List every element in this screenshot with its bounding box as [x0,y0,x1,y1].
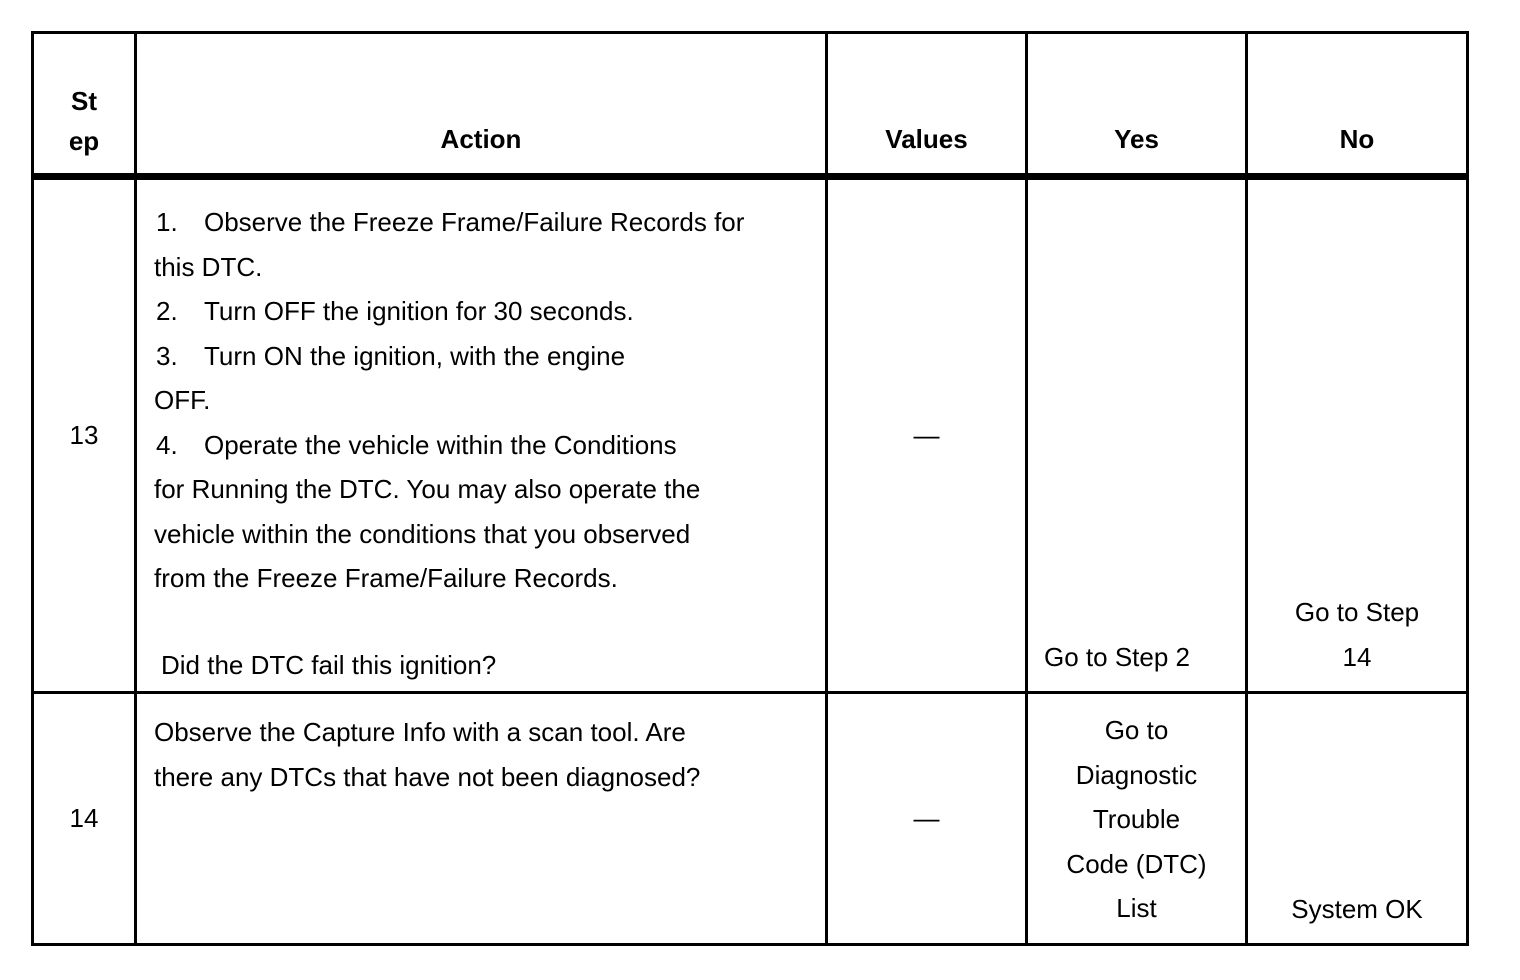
no-cell [1247,693,1468,945]
diagnostic-table [31,31,1469,946]
header-step-line2: ep [68,126,100,156]
no-cell [1247,177,1468,693]
header-row [33,33,1468,177]
header-step [33,33,136,177]
yes-text: List [1116,893,1157,923]
no-text: System OK [1291,893,1423,924]
action-cell [136,693,827,945]
values-cell: — [827,177,1027,693]
header-yes: Yes [1027,33,1247,177]
action-cell [136,177,827,693]
no-text: 14 [1342,641,1372,672]
header-no: No [1247,33,1468,177]
yes-text: Trouble [1092,804,1181,834]
action-line: Observe the Capture Info with a scan tool. Are [154,717,686,747]
yes-text: Code (DTC) [1066,848,1207,879]
action-question: Did the DTC fail this ignition? [161,649,497,680]
action-line: there any DTCs that have not been diagnosed? [154,761,701,792]
action-line: 4. Operate the vehicle within the Conditions [156,429,677,460]
step-number: 13 [33,177,136,693]
yes-cell [1027,693,1247,945]
header-step-line1: St [71,86,97,116]
action-line: from the Freeze Frame/Failure Records. [154,563,618,593]
values-cell: — [827,693,1027,945]
yes-text: Go to [1104,715,1169,745]
action-line: 1. Observe the Freeze Frame/Failure Records for [156,207,745,237]
table-row-step-14 [33,693,1468,945]
no-text: Go to Step [1294,597,1420,627]
yes-text: Go to Step 2 [1044,641,1190,672]
action-line: OFF. [154,385,211,415]
yes-text: Diagnostic [1075,759,1198,790]
action-line: this DTC. [154,251,263,282]
table-row-step-13 [33,177,1468,693]
action-line: vehicle within the conditions that you observed [154,518,691,549]
header-values: Values [827,33,1027,177]
header-action: Action [136,33,827,177]
step-number: 14 [33,693,136,945]
action-line: for Running the DTC. You may also operate the [154,474,701,504]
action-line: 2. Turn OFF the ignition for 30 seconds. [156,296,634,326]
action-line: 3. Turn ON the ignition, with the engine [156,340,626,371]
yes-cell [1027,177,1247,693]
